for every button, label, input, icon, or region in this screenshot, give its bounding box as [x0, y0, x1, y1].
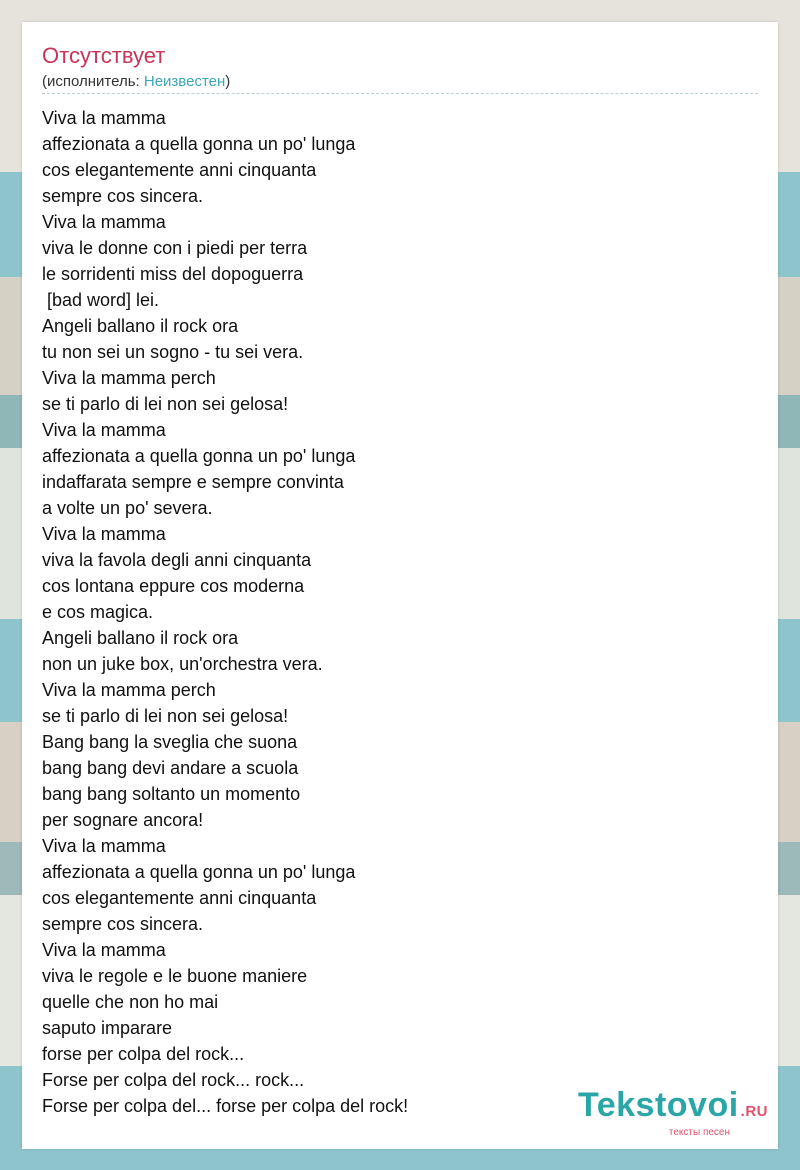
artist-prefix: (исполнитель: — [42, 73, 144, 90]
lyrics-line: Angeli ballano il rock ora — [42, 628, 239, 648]
lyrics-line: Viva la mamma perch — [42, 680, 216, 700]
lyrics-text — [42, 105, 742, 1119]
lyrics-line: se ti parlo di lei non sei gelosa! — [42, 394, 289, 414]
lyrics-card — [22, 22, 778, 1149]
lyrics-line: sempre cos sincera. — [42, 914, 204, 934]
lyrics-line: affezionata a quella gonna un po' lunga — [42, 862, 356, 882]
artist-line — [42, 73, 230, 91]
artist-link[interactable]: Неизвестен — [143, 73, 226, 90]
lyrics-line: quelle che non ho mai — [42, 992, 219, 1012]
lyrics-line: affezionata a quella gonna un po' lunga — [42, 134, 356, 154]
lyrics-line: Viva la mamma — [42, 212, 166, 232]
lyrics-line: viva la favola degli anni cinquanta — [42, 550, 312, 570]
lyrics-line: viva le donne con i piedi per terra — [42, 238, 308, 258]
lyrics-line: Bang bang la sveglia che suona — [42, 732, 298, 752]
site-logo[interactable] — [578, 1088, 768, 1139]
logo-subtitle: тексты песен — [668, 1127, 730, 1138]
lyrics-line: Viva la mamma — [42, 420, 166, 440]
lyrics-line: Viva la mamma — [42, 524, 166, 544]
lyrics-line: Viva la mamma — [42, 940, 166, 960]
lyrics-line: tu non sei un sogno - tu sei vera. — [42, 342, 304, 362]
song-title: Отсутствует — [42, 43, 166, 68]
lyrics-line: forse per colpa del rock... — [42, 1044, 245, 1064]
lyrics-line: per sognare ancora! — [42, 810, 204, 830]
lyrics-line: cos elegantemente anni cinquanta — [42, 160, 317, 180]
lyrics-line: le sorridenti miss del dopoguerra — [42, 264, 304, 284]
artist-suffix: ) — [225, 73, 231, 90]
lyrics-line: cos elegantemente anni cinquanta — [42, 888, 317, 908]
lyrics-line: Forse per colpa del... forse per colpa del rock! — [42, 1096, 409, 1116]
title-divider — [42, 93, 758, 94]
lyrics-line: Viva la mamma — [42, 108, 166, 128]
lyrics-line: non un juke box, un'orchestra vera. — [42, 654, 323, 674]
lyrics-line: se ti parlo di lei non sei gelosa! — [42, 706, 289, 726]
lyrics-line: e cos magica. — [42, 602, 154, 622]
logo-wordmark — [578, 1088, 768, 1129]
lyrics-line: affezionata a quella gonna un po' lunga — [42, 446, 356, 466]
lyrics-line: sempre cos sincera. — [42, 186, 204, 206]
lyrics-line: a volte un po' severa. — [42, 498, 213, 518]
lyrics-line: viva le regole e le buone maniere — [42, 966, 308, 986]
lyrics-line: cos lontana eppure cos moderna — [42, 576, 305, 596]
lyrics-line: Forse per colpa del rock... rock... — [42, 1070, 305, 1090]
lyrics-line: indaffarata sempre e sempre convinta — [42, 472, 344, 492]
lyrics-line: Viva la mamma — [42, 836, 166, 856]
logo-main-text: Tekstovoi — [577, 1086, 739, 1124]
lyrics-line: bang bang soltanto un momento — [42, 784, 301, 804]
lyrics-line: saputo imparare — [42, 1018, 173, 1038]
lyrics-line: Angeli ballano il rock ora — [42, 316, 239, 336]
logo-tld: .RU — [740, 1103, 768, 1120]
lyrics-line: bang bang devi andare a scuola — [42, 758, 299, 778]
lyrics-line: [bad word] lei. — [42, 290, 160, 310]
lyrics-line: Viva la mamma perch — [42, 368, 216, 388]
